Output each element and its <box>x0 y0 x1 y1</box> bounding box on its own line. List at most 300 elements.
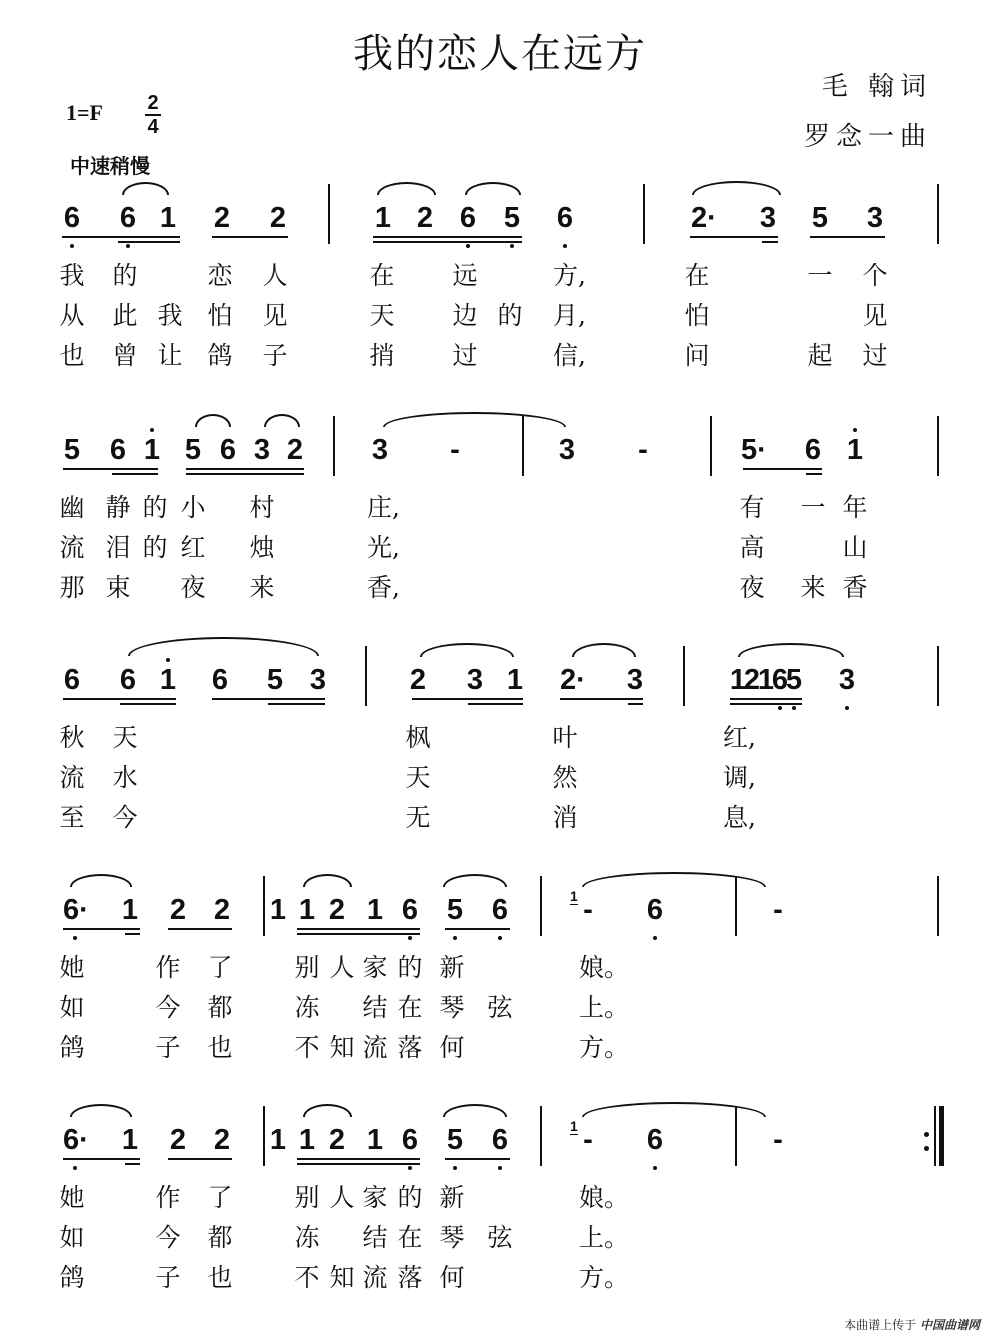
note: 6 <box>556 202 574 234</box>
note: 1 <box>846 434 864 466</box>
note: 6 <box>401 894 419 926</box>
note: 2· <box>691 202 717 234</box>
lyric-syllable: 娘。 <box>579 1183 630 1212</box>
note: 5 <box>184 434 202 466</box>
lyricist-credit: 毛 翰词 <box>821 72 932 102</box>
lyric-syllable: 信, <box>553 341 586 370</box>
note: 6 <box>804 434 822 466</box>
note: 6 <box>63 664 81 696</box>
dash-note: - <box>773 894 783 926</box>
footer-watermark <box>844 1316 980 1333</box>
time-sig-top: 2 <box>147 92 159 114</box>
lyric-syllable: 庄, <box>367 493 400 522</box>
lyric-syllable: 香 <box>842 573 868 602</box>
note: 2 <box>328 1124 346 1156</box>
note: 6 <box>211 664 229 696</box>
lyric-syllable: 枫 <box>405 723 431 752</box>
note: 2 <box>743 664 761 696</box>
lyric-syllable: 子 <box>155 1033 181 1062</box>
footer-text: 本曲谱上传于 <box>844 1318 917 1332</box>
note: 6 <box>119 202 137 234</box>
dash-note: - <box>583 1124 593 1156</box>
lyric-syllable: 的 <box>397 953 423 982</box>
key-signature: 1=F <box>66 100 103 125</box>
underline-beam <box>560 698 643 700</box>
note: 1 <box>374 202 392 234</box>
low-octave-dot <box>408 1166 412 1170</box>
lyric-syllable: 何 <box>439 1263 465 1292</box>
lyric-syllable: 天 <box>112 723 138 752</box>
barline <box>735 1106 737 1166</box>
lyric-syllable: 天 <box>405 763 431 792</box>
time-signature <box>143 92 163 138</box>
lyric-syllable: 来 <box>800 573 826 602</box>
lyric-syllable: 如 <box>59 1223 85 1252</box>
lyric-syllable: 从 <box>59 301 85 330</box>
lyric-syllable: 一 <box>807 261 833 290</box>
underline-beam <box>445 1158 510 1160</box>
underline-beam <box>445 928 510 930</box>
underline-beam <box>468 703 523 705</box>
lyric-syllable: 落 <box>397 1263 423 1292</box>
lyric-syllable: 方。 <box>579 1263 630 1292</box>
lyric-syllable: 弦 <box>487 1223 513 1252</box>
note: 5 <box>503 202 521 234</box>
lyric-syllable: 流 <box>59 763 85 792</box>
underline-beam <box>125 1163 140 1165</box>
lyric-syllable: 流 <box>362 1263 388 1292</box>
underline-beam <box>743 468 822 470</box>
note: 2 <box>169 1124 187 1156</box>
lyric-syllable: 不 <box>294 1263 320 1292</box>
lyric-syllable: 一 <box>800 493 826 522</box>
lyric-syllable: 家 <box>362 953 388 982</box>
lyric-syllable: 幽 <box>59 493 85 522</box>
lyric-syllable: 曾 <box>112 341 138 370</box>
underline-beam <box>168 928 232 930</box>
low-octave-dot <box>498 1166 502 1170</box>
note: 1 <box>366 1124 384 1156</box>
underline-beam <box>297 1158 420 1160</box>
barline <box>365 646 367 706</box>
music-system <box>0 1118 1000 1341</box>
repeat-barline-thin <box>934 1106 936 1166</box>
lyric-syllable: 叶 <box>552 723 578 752</box>
lyric-syllable: 子 <box>262 341 288 370</box>
slur-arc <box>122 182 169 195</box>
underline-beam <box>373 236 522 238</box>
grace-note <box>570 1118 578 1134</box>
lyric-syllable: 结 <box>362 993 388 1022</box>
grace-note-digit: 1 <box>570 1118 578 1134</box>
slur-arc <box>377 182 436 195</box>
lyric-syllable: 红 <box>180 533 206 562</box>
lyric-syllable: 子 <box>155 1263 181 1292</box>
note: 1 <box>366 894 384 926</box>
note: 6· <box>63 1124 89 1156</box>
lyric-syllable: 人 <box>262 261 288 290</box>
lyric-syllable: 她 <box>59 1183 85 1212</box>
note: 5· <box>741 434 767 466</box>
note: 2 <box>328 894 346 926</box>
note: 2 <box>169 894 187 926</box>
barline <box>328 184 330 244</box>
note: 2· <box>560 664 586 696</box>
barline <box>333 416 335 476</box>
lyric-syllable: 烛 <box>249 533 275 562</box>
note: 6· <box>63 894 89 926</box>
note: 1 <box>143 434 161 466</box>
underline-beam <box>118 241 180 243</box>
note: 3 <box>466 664 484 696</box>
lyric-syllable: 今 <box>112 803 138 832</box>
lyric-syllable: 别 <box>294 1183 320 1212</box>
lyric-syllable: 月, <box>553 301 586 330</box>
note: 1 <box>121 1124 139 1156</box>
note: 5 <box>446 1124 464 1156</box>
note: 1 <box>729 664 747 696</box>
note: 3 <box>866 202 884 234</box>
lyric-syllable: 知 <box>329 1263 355 1292</box>
composer-credit: 罗念一曲 <box>803 122 932 152</box>
underline-beam <box>297 928 420 930</box>
note: 1 <box>757 664 775 696</box>
lyric-syllable: 在 <box>397 1223 423 1252</box>
underline-beam <box>730 703 802 705</box>
lyric-syllable: 光, <box>367 533 400 562</box>
note: 6 <box>646 1124 664 1156</box>
note: 6 <box>401 1124 419 1156</box>
note: 3 <box>838 664 856 696</box>
barline <box>937 876 939 936</box>
lyric-syllable: 我 <box>59 261 85 290</box>
underline-beam <box>690 236 778 238</box>
barline <box>643 184 645 244</box>
lyric-syllable: 来 <box>249 573 275 602</box>
note: 1 <box>159 664 177 696</box>
underline-beam <box>810 236 885 238</box>
low-octave-dot <box>453 1166 457 1170</box>
lyric-syllable: 小 <box>180 493 206 522</box>
lyric-syllable: 此 <box>112 301 138 330</box>
lyric-syllable: 知 <box>329 1033 355 1062</box>
lyric-syllable: 家 <box>362 1183 388 1212</box>
lyric-syllable: 夜 <box>180 573 206 602</box>
lyric-syllable: 让 <box>157 341 183 370</box>
note: 2 <box>416 202 434 234</box>
grace-note <box>570 888 578 904</box>
underline-beam <box>212 236 288 238</box>
note: 3 <box>759 202 777 234</box>
dash-note: - <box>773 1124 783 1156</box>
grace-note-digit: 1 <box>570 888 578 904</box>
note: 3 <box>253 434 271 466</box>
lyric-syllable: 村 <box>249 493 275 522</box>
note: 5 <box>266 664 284 696</box>
lyric-syllable: 上。 <box>579 1223 630 1252</box>
note: 6 <box>219 434 237 466</box>
repeat-barline-thick <box>939 1106 944 1166</box>
note: 5 <box>785 664 803 696</box>
note: 1 <box>159 202 177 234</box>
lyric-syllable: 我 <box>157 301 183 330</box>
lyric-syllable: 消 <box>552 803 578 832</box>
lyric-syllable: 远 <box>452 261 478 290</box>
underline-beam <box>297 933 420 935</box>
note: 5 <box>811 202 829 234</box>
note: 1 <box>269 1124 287 1156</box>
lyric-syllable: 何 <box>439 1033 465 1062</box>
note: 2 <box>213 894 231 926</box>
lyric-syllable: 如 <box>59 993 85 1022</box>
repeat-dot <box>924 1132 929 1137</box>
lyric-syllable: 怕 <box>684 301 710 330</box>
lyric-syllable: 的 <box>397 1183 423 1212</box>
note: 2 <box>269 202 287 234</box>
note: 6 <box>63 202 81 234</box>
barline <box>263 876 265 936</box>
lyric-syllable: 天 <box>369 301 395 330</box>
lyric-syllable: 冻 <box>294 993 320 1022</box>
lyric-syllable: 捎 <box>369 341 395 370</box>
lyric-syllable: 今 <box>155 1223 181 1252</box>
dash-note: - <box>450 434 460 466</box>
lyric-syllable: 在 <box>369 261 395 290</box>
lyric-syllable: 了 <box>207 1183 233 1212</box>
note: 6 <box>459 202 477 234</box>
high-octave-dot <box>853 428 857 432</box>
lyric-syllable: 都 <box>207 1223 233 1252</box>
lyric-syllable: 不 <box>294 1033 320 1062</box>
lyric-syllable: 山 <box>842 533 868 562</box>
lyric-syllable: 都 <box>207 993 233 1022</box>
underline-beam <box>373 241 522 243</box>
lyric-syllable: 人 <box>329 953 355 982</box>
low-octave-dot <box>792 706 796 710</box>
lyric-syllable: 年 <box>842 493 868 522</box>
lyric-syllable: 鸽 <box>59 1263 85 1292</box>
lyric-syllable: 结 <box>362 1223 388 1252</box>
lyric-syllable: 琴 <box>439 993 465 1022</box>
barline <box>522 416 524 476</box>
low-octave-dot <box>653 1166 657 1170</box>
lyric-syllable: 调, <box>723 763 756 792</box>
lyric-syllable: 流 <box>362 1033 388 1062</box>
underline-beam <box>212 698 325 700</box>
lyric-syllable: 鸽 <box>207 341 233 370</box>
lyric-syllable: 束 <box>105 573 131 602</box>
low-octave-dot <box>498 936 502 940</box>
lyric-syllable: 有 <box>739 493 765 522</box>
low-octave-dot <box>73 936 77 940</box>
music-system <box>0 888 1000 1112</box>
lyric-syllable: 高 <box>739 533 765 562</box>
repeat-dot <box>924 1146 929 1151</box>
lyric-syllable: 冻 <box>294 1223 320 1252</box>
note: 3 <box>371 434 389 466</box>
lyric-syllable: 息, <box>723 803 756 832</box>
note: 5 <box>63 434 81 466</box>
underline-beam <box>268 703 325 705</box>
time-sig-bottom: 4 <box>147 116 159 138</box>
low-octave-dot <box>70 244 74 248</box>
lyric-syllable: 落 <box>397 1033 423 1062</box>
lyric-syllable: 新 <box>439 953 465 982</box>
lyric-syllable: 起 <box>807 341 833 370</box>
lyric-syllable: 见 <box>862 301 888 330</box>
dash-note: - <box>638 434 648 466</box>
low-octave-dot <box>453 936 457 940</box>
note: 1 <box>298 894 316 926</box>
lyric-syllable: 也 <box>59 341 85 370</box>
note: 1 <box>506 664 524 696</box>
dash-note: - <box>583 894 593 926</box>
note: 5 <box>446 894 464 926</box>
note: 3 <box>309 664 327 696</box>
music-system <box>0 202 1000 420</box>
note: 6 <box>646 894 664 926</box>
tempo-marking: 中速稍慢 <box>70 156 150 178</box>
lyric-syllable: 人 <box>329 1183 355 1212</box>
lyric-syllable: 的 <box>142 493 168 522</box>
underline-beam <box>730 698 802 700</box>
underline-beam <box>62 236 180 238</box>
note: 6 <box>109 434 127 466</box>
lyric-syllable: 娘。 <box>579 953 630 982</box>
lyric-syllable: 问 <box>684 341 710 370</box>
low-octave-dot <box>778 706 782 710</box>
low-octave-dot <box>466 244 470 248</box>
barline <box>710 416 712 476</box>
lyric-syllable: 夜 <box>739 573 765 602</box>
underline-beam <box>63 468 158 470</box>
lyric-syllable: 至 <box>59 803 85 832</box>
underline-beam <box>628 703 643 705</box>
lyric-syllable: 也 <box>207 1033 233 1062</box>
barline <box>937 646 939 706</box>
lyric-syllable: 也 <box>207 1263 233 1292</box>
music-system <box>0 434 1000 652</box>
note: 1 <box>269 894 287 926</box>
note: 2 <box>213 1124 231 1156</box>
low-octave-dot <box>126 244 130 248</box>
lyric-syllable: 的 <box>142 533 168 562</box>
lyric-syllable: 水 <box>112 763 138 792</box>
barline <box>735 876 737 936</box>
lyric-syllable: 在 <box>684 261 710 290</box>
note: 1 <box>121 894 139 926</box>
lyric-syllable: 秋 <box>59 723 85 752</box>
underline-beam <box>63 1158 140 1160</box>
lyric-syllable: 鸽 <box>59 1033 85 1062</box>
lyric-syllable: 她 <box>59 953 85 982</box>
barline <box>937 416 939 476</box>
lyric-syllable: 上。 <box>579 993 630 1022</box>
footer-site-logo: 中国曲谱网 <box>919 1318 980 1332</box>
lyric-syllable: 那 <box>59 573 85 602</box>
slur-arc <box>465 182 521 195</box>
slur-arc <box>692 181 781 195</box>
lyric-syllable: 然 <box>552 763 578 792</box>
underline-beam <box>412 698 523 700</box>
underline-beam <box>63 698 176 700</box>
underline-beam <box>168 1158 232 1160</box>
underline-beam <box>297 1163 420 1165</box>
lyric-syllable: 的 <box>497 301 523 330</box>
lyric-syllable: 的 <box>112 261 138 290</box>
lyric-syllable: 新 <box>439 1183 465 1212</box>
lyric-syllable: 作 <box>155 1183 181 1212</box>
lyric-syllable: 过 <box>862 341 888 370</box>
note: 3 <box>626 664 644 696</box>
underline-beam <box>63 928 140 930</box>
lyric-syllable: 恋 <box>207 261 233 290</box>
lyric-syllable: 别 <box>294 953 320 982</box>
lyric-syllable: 静 <box>105 493 131 522</box>
note: 1 <box>298 1124 316 1156</box>
lyric-syllable: 方。 <box>579 1033 630 1062</box>
barline <box>263 1106 265 1166</box>
music-system <box>0 664 1000 882</box>
lyric-syllable: 见 <box>262 301 288 330</box>
underline-beam <box>186 468 304 470</box>
note: 6 <box>771 664 789 696</box>
low-octave-dot <box>845 706 849 710</box>
note: 6 <box>491 1124 509 1156</box>
lyric-syllable: 怕 <box>207 301 233 330</box>
song-title: 我的恋人在远方 <box>353 31 647 77</box>
underline-beam <box>120 703 176 705</box>
underline-beam <box>762 241 778 243</box>
lyric-syllable: 过 <box>452 341 478 370</box>
low-octave-dot <box>563 244 567 248</box>
lyric-syllable: 流 <box>59 533 85 562</box>
barline <box>937 184 939 244</box>
underline-beam <box>125 933 140 935</box>
note: 2 <box>213 202 231 234</box>
low-octave-dot <box>653 936 657 940</box>
lyric-syllable: 个 <box>862 261 888 290</box>
lyric-syllable: 香, <box>367 573 400 602</box>
barline <box>683 646 685 706</box>
low-octave-dot <box>73 1166 77 1170</box>
barline <box>540 876 542 936</box>
lyric-syllable: 无 <box>405 803 431 832</box>
low-octave-dot <box>510 244 514 248</box>
note: 3 <box>558 434 576 466</box>
lyric-syllable: 今 <box>155 993 181 1022</box>
low-octave-dot <box>408 936 412 940</box>
lyric-syllable: 在 <box>397 993 423 1022</box>
note: 6 <box>119 664 137 696</box>
underline-beam <box>806 473 822 475</box>
lyric-syllable: 泪 <box>105 533 131 562</box>
note: 2 <box>286 434 304 466</box>
lyric-syllable: 边 <box>452 301 478 330</box>
lyric-syllable: 红, <box>723 723 756 752</box>
high-octave-dot <box>166 658 170 662</box>
lyric-syllable: 琴 <box>439 1223 465 1252</box>
lyric-syllable: 弦 <box>487 993 513 1022</box>
high-octave-dot <box>150 428 154 432</box>
underline-beam <box>112 473 158 475</box>
lyric-syllable: 方, <box>553 261 586 290</box>
lyric-syllable: 了 <box>207 953 233 982</box>
note: 6 <box>491 894 509 926</box>
note: 2 <box>409 664 427 696</box>
lyric-syllable: 作 <box>155 953 181 982</box>
underline-beam <box>186 473 304 475</box>
